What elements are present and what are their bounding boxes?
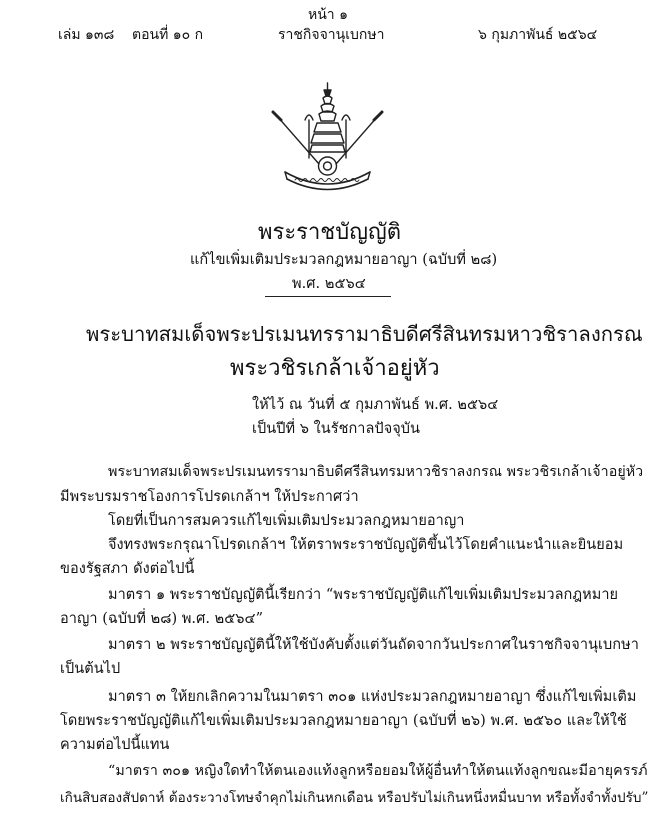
enactment-line1: จึงทรงพระกรุณาโปรดเกล้าฯ ให้ตราพระราชบัญญัติขึ้นไว้โดยคำแนะนำและยินยอม (108, 537, 624, 553)
volume-number: เล่ม ๑๓๘ (58, 27, 115, 43)
act-title: พระราชบัญญัติ (258, 220, 401, 245)
reason-paragraph: โดยที่เป็นการสมควรแก้ไขเพิ่มเติมประมวลกฎหมายอาญา (108, 513, 465, 529)
royal-garuda-emblem-icon (265, 80, 390, 200)
king-name-line2: พระวชิรเกล้าเจ้าอยู่หัว (230, 356, 440, 381)
section-1-line1: มาตรา ๑ พระราชบัญญัตินี้เรียกว่า “พระราชบัญญัติแก้ไขเพิ่มเติมประมวลกฎหมาย (108, 587, 619, 603)
enactment-line2: ของรัฐสภา ดังต่อไปนี้ (60, 561, 195, 577)
section-2-line1: มาตรา ๒ พระราชบัญญัตินี้ให้ใช้บังคับตั้งแต่วันถัดจากวันประกาศในราชกิจจานุเบกษา (108, 637, 639, 653)
preamble-line1: พระบาทสมเด็จพระปรเมนทรรามาธิบดีศรีสินทรมหาวชิราลงกรณ พระวชิรเกล้าเจ้าอยู่หัว (108, 464, 644, 480)
given-date: ให้ไว้ ณ วันที่ ๕ กุมภาพันธ์ พ.ศ. ๒๕๖๔ (252, 397, 499, 413)
section-3-line2: โดยพระราชบัญญัติแก้ไขเพิ่มเติมประมวลกฎหมายอาญา (ฉบับที่ ๒๖) พ.ศ. ๒๕๖๐ และให้ใช้ (60, 713, 627, 729)
page-number: หน้า ๑ (308, 7, 348, 23)
quoted-section-301-line2: เกินสิบสองสัปดาห์ ต้องระวางโทษจำคุกไม่เกินหกเดือน หรือปรับไม่เกินหนึ่งหมื่นบาท หรือทั้งจำทั้งปรับ” (60, 790, 649, 806)
preamble-line2: มีพระบรมราชโองการโปรดเกล้าฯ ให้ประกาศว่า (60, 489, 359, 505)
section-number: ตอนที่ ๑๐ ก (132, 27, 204, 43)
section-2-line2: เป็นต้นไป (60, 661, 121, 677)
publication-name: ราชกิจจานุเบกษา (278, 27, 385, 43)
act-subtitle: แก้ไขเพิ่มเติมประมวลกฎหมายอาญา (ฉบับที่ ๒๘) (190, 252, 498, 268)
king-name-line1: พระบาทสมเด็จพระปรเมนทรรามาธิบดีศรีสินทรมหาวชิราลงกรณ (86, 322, 643, 346)
section-3-line1: มาตรา ๓ ให้ยกเลิกความในมาตรา ๓๐๑ แห่งประมวลกฎหมายอาญา ซึ่งแก้ไขเพิ่มเติม (108, 689, 637, 705)
reign-year: เป็นปีที่ ๖ ในรัชกาลปัจจุบัน (252, 421, 420, 437)
section-1-line2: อาญา (ฉบับที่ ๒๘) พ.ศ. ๒๕๖๔” (60, 611, 264, 627)
title-divider (265, 296, 391, 297)
publication-date: ๖ กุมภาพันธ์ ๒๕๖๔ (478, 27, 598, 43)
act-year: พ.ศ. ๒๕๖๔ (292, 276, 366, 292)
quoted-section-301-line1: “มาตรา ๓๐๑ หญิงใดทำให้ตนเองแท้งลูกหรือยอมให้ผู้อื่นทำให้ตนแท้งลูกขณะมีอายุครรภ์ (108, 763, 648, 779)
section-3-line3: ความต่อไปนี้แทน (60, 737, 170, 753)
